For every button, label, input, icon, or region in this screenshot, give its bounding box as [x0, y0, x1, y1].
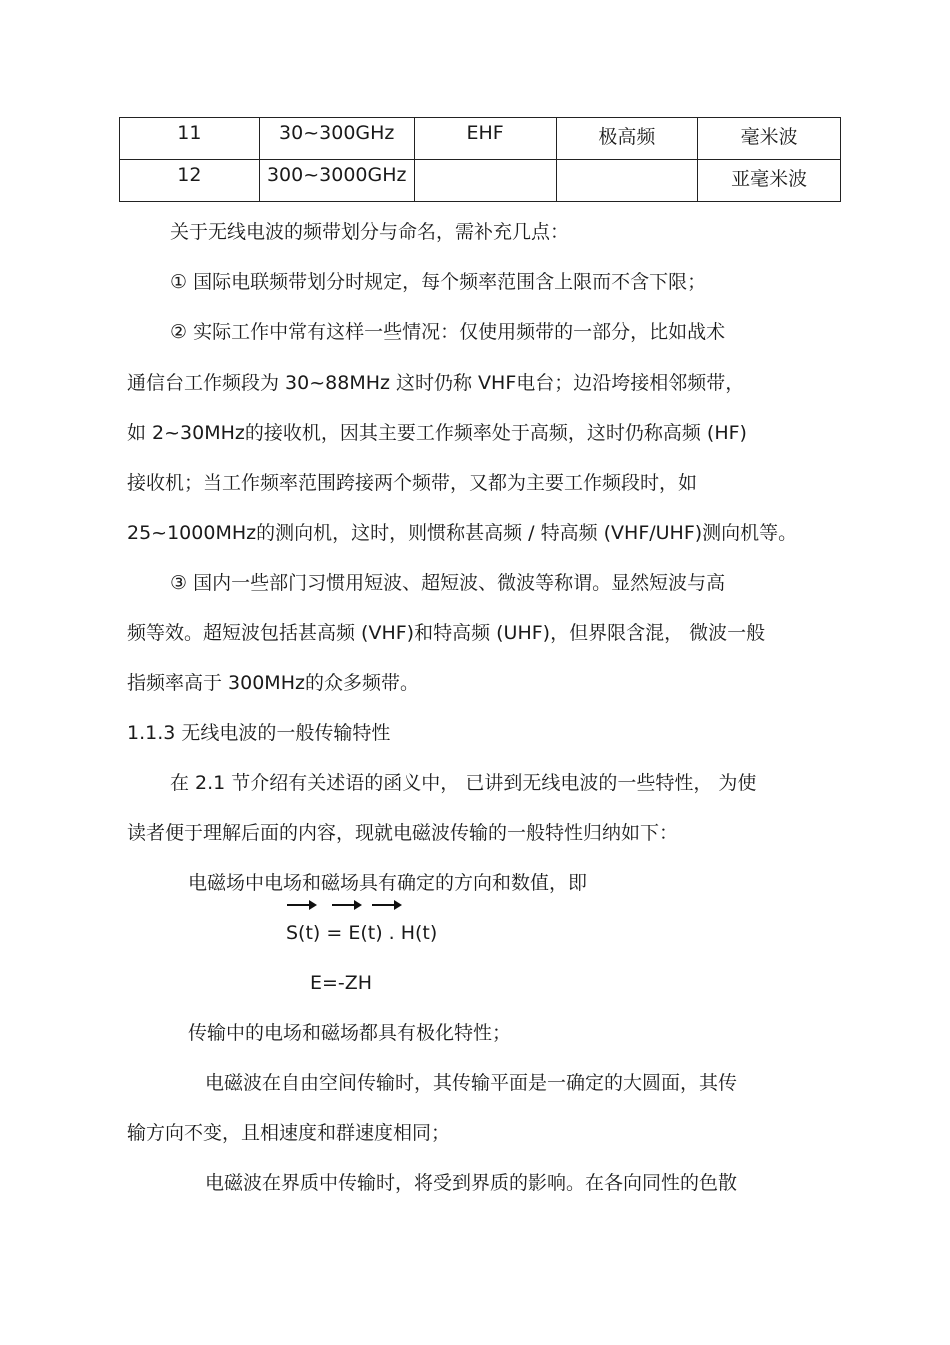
section-heading: 1.1.3 无线电波的一般传输特性: [127, 722, 391, 744]
table-cell: [556, 160, 698, 202]
paragraph-line: 如 2~30MHz的接收机，因其主要工作频率处于高频，这时仍称高频 (HF): [127, 422, 747, 444]
paragraph-line: 频等效。超短波包括甚高频 (VHF)和特高频 (UHF)，但界限含混， 微波一般: [127, 622, 766, 644]
vector-arrow-icon: [287, 904, 315, 906]
paragraph-line: ② 实际工作中常有这样一些情况：仅使用频带的一部分，比如战术: [170, 321, 726, 343]
formula: E=-ZH: [310, 972, 373, 994]
table-cell: 300~3000GHz: [259, 160, 414, 202]
paragraph-line: 电磁波在界质中传输时，将受到界质的影响。在各向同性的色散: [205, 1172, 738, 1194]
paragraph-line: 指频率高于 300MHz的众多频带。: [127, 672, 419, 694]
table-row: [120, 118, 841, 160]
table-cell: 亚毫米波: [698, 160, 841, 202]
table-cell: EHF: [414, 118, 556, 160]
paragraph-line: 电磁波在自由空间传输时，其传输平面是一确定的大圆面，其传: [205, 1072, 738, 1094]
paragraph-line: 接收机；当工作频率范围跨接两个频带，又都为主要工作频段时，如: [127, 472, 698, 494]
table-cell: 12: [120, 160, 260, 202]
vector-arrow-icon: [332, 904, 360, 906]
paragraph-line: 在 2.1 节介绍有关述语的函义中， 已讲到无线电波的一些特性， 为使: [170, 772, 757, 794]
paragraph-line: 电磁场中电场和磁场具有确定的方向和数值，即: [188, 872, 588, 894]
table-cell: 极高频: [556, 118, 698, 160]
paragraph-line: 读者便于理解后面的内容，现就电磁波传输的一般特性归纳如下：: [127, 822, 679, 844]
paragraph-line: 传输中的电场和磁场都具有极化特性；: [188, 1022, 512, 1044]
formula: S(t) = E(t) . H(t): [286, 922, 438, 944]
table-cell: 30~300GHz: [259, 118, 414, 160]
table-cell: [414, 160, 556, 202]
paragraph-line: 通信台工作频段为 30~88MHz 这时仍称 VHF电台；边沿垮接相邻频带，: [127, 372, 745, 394]
frequency-band-table: [119, 117, 841, 202]
table-row: [120, 160, 841, 202]
paragraph-line: ① 国际电联频带划分时规定，每个频率范围含上限而不含下限；: [170, 271, 707, 293]
paragraph-line: 25~1000MHz的测向机，这时，则惯称甚高频 / 特高频 (VHF/UHF)测向机等。: [127, 522, 798, 544]
paragraph-line: 输方向不变，且相速度和群速度相同；: [127, 1122, 451, 1144]
paragraph-line: 关于无线电波的频带划分与命名，需补充几点：: [170, 221, 570, 243]
table-cell: 11: [120, 118, 260, 160]
table-cell: 毫米波: [698, 118, 841, 160]
vector-arrow-icon: [372, 904, 400, 906]
paragraph-line: ③ 国内一些部门习惯用短波、超短波、微波等称谓。显然短波与高: [170, 572, 726, 594]
